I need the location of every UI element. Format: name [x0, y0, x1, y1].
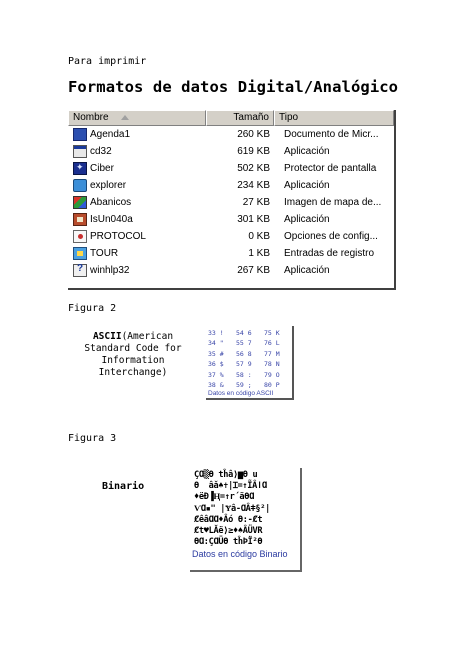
- file-row[interactable]: [68, 245, 394, 262]
- ascii-cell: 57 9: [236, 360, 252, 369]
- file-row[interactable]: [68, 177, 394, 194]
- ascii-term: ASCII: [92, 331, 122, 342]
- binary-line: ѴⱭ▪" |Ɏâ-ⱭÂǂ§²|: [194, 503, 270, 514]
- ascii-cell: 38 &: [208, 381, 224, 390]
- file-type: Protector de pantalla: [284, 163, 377, 174]
- ascii-cell: 54 6: [236, 329, 252, 337]
- file-type: Aplicación: [284, 214, 330, 225]
- installer-icon: [73, 213, 87, 226]
- file-size: 1 KB: [248, 248, 270, 259]
- ascii-cell: 79 O: [264, 370, 280, 379]
- file-type: Opciones de config...: [284, 231, 378, 242]
- file-name-cell: [68, 230, 206, 243]
- file-name-cell: [68, 179, 206, 192]
- ascii-row: [208, 380, 292, 390]
- file-type: Aplicación: [284, 265, 330, 276]
- column-header-type-label: Tipo: [279, 112, 299, 123]
- file-size: 234 KB: [237, 180, 270, 191]
- ascii-cell: 80 P: [264, 381, 280, 390]
- file-size: 260 KB: [237, 129, 270, 140]
- file-type: Aplicación: [284, 146, 330, 157]
- binary-label: Binario: [102, 481, 145, 492]
- file-row[interactable]: [68, 194, 394, 211]
- bitmap-icon: [73, 196, 87, 209]
- screensaver-icon: [73, 162, 87, 175]
- column-header-name-label: Nombre: [73, 112, 109, 123]
- file-name: Agenda1: [90, 129, 131, 140]
- ascii-row: [208, 370, 292, 380]
- binary-line: ÇⱭ▒Ɵ tĥâ⟩▆Ɵ u: [194, 470, 258, 480]
- binary-line: ƟⱭ:ÇⱭÜƟ tĥÞÏ²Ɵ: [194, 537, 263, 548]
- ascii-cell: 34 ": [208, 339, 224, 348]
- file-row[interactable]: [68, 228, 394, 245]
- binary-line: Ȼt♥LĂë⟩≥♦♠ÂÜVR: [194, 526, 263, 537]
- file-rows: [68, 126, 394, 279]
- figure-2-label: Figura 2: [68, 303, 117, 314]
- file-list-screenshot: [68, 110, 396, 290]
- file-type: Imagen de mapa de...: [284, 197, 382, 208]
- ascii-table: [208, 328, 292, 390]
- sort-ascending-icon: [121, 115, 129, 120]
- file-row[interactable]: [68, 262, 394, 279]
- file-size: 619 KB: [237, 146, 270, 157]
- file-type: Documento de Micr...: [284, 129, 379, 140]
- file-name: Ciber: [90, 163, 114, 174]
- file-name: Abanicos: [90, 197, 132, 208]
- ascii-cell: 75 K: [264, 329, 280, 337]
- file-name: winhlp32: [90, 265, 130, 276]
- ascii-row: [208, 359, 292, 369]
- column-header-name[interactable]: [68, 110, 206, 126]
- column-header-size-label: Tamaño: [233, 112, 269, 123]
- binary-lines: [190, 470, 300, 548]
- file-name: PROTOCOL: [90, 231, 146, 242]
- file-list-header: [68, 110, 394, 126]
- file-size: 0 KB: [248, 231, 270, 242]
- ascii-row: [208, 349, 292, 359]
- binary-line: ♦ëĐ▐Ⱨ=↑r´ãƟⱭ: [194, 492, 254, 503]
- ascii-cell: 36 $: [208, 360, 224, 369]
- file-name: explorer: [90, 180, 127, 191]
- file-name-cell: [68, 128, 206, 141]
- ascii-description: [68, 331, 198, 379]
- file-size: 301 KB: [237, 214, 270, 225]
- registry-icon: [73, 247, 87, 260]
- ascii-cell: 76 L: [264, 339, 280, 348]
- figure-3-label: Figura 3: [68, 433, 117, 444]
- binary-data-image: [190, 468, 302, 572]
- application-icon: [73, 145, 87, 158]
- help-icon: [73, 264, 87, 277]
- file-size: 267 KB: [237, 265, 270, 276]
- file-name-cell: [68, 145, 206, 158]
- file-name-cell: [68, 196, 206, 209]
- ascii-cell: 56 8: [236, 349, 252, 358]
- file-size: 27 KB: [242, 197, 270, 208]
- explorer-icon: [73, 179, 87, 192]
- file-row[interactable]: [68, 160, 394, 177]
- ascii-cell: 58 :: [236, 370, 252, 379]
- file-name-cell: [68, 264, 206, 277]
- file-name: cd32: [90, 146, 112, 157]
- print-label: Para imprimir: [68, 56, 147, 67]
- ascii-cell: 59 ;: [236, 381, 252, 390]
- file-row[interactable]: [68, 211, 394, 228]
- ascii-row: [208, 338, 292, 348]
- document-icon: [73, 128, 87, 141]
- file-size: 502 KB: [237, 163, 270, 174]
- ascii-cell: 77 M: [264, 349, 280, 358]
- ascii-caption: Datos en código ASCII: [208, 390, 274, 398]
- file-name: IsUn040a: [90, 214, 133, 225]
- file-row[interactable]: [68, 126, 394, 143]
- binary-line: ȻêâⱭⱭ♦Âó Ɵ:-Ȼt: [194, 514, 263, 525]
- binary-line: Ɵ âǎ♠✝|Ɪ=↑ĨÂǀⱭ: [194, 481, 267, 492]
- column-header-type[interactable]: [274, 110, 394, 126]
- ascii-expansion: (American Standard Code for Information Interchange): [84, 331, 182, 378]
- ascii-cell: 37 %: [208, 370, 224, 379]
- ascii-cell: 55 7: [236, 339, 252, 348]
- file-name-cell: [68, 213, 206, 226]
- page-title: Formatos de datos Digital/Analógico: [68, 78, 399, 96]
- file-name-cell: [68, 247, 206, 260]
- binary-caption: Datos en código Binario: [192, 549, 288, 560]
- ascii-row: [208, 328, 292, 338]
- ascii-table-image: [206, 326, 294, 400]
- file-row[interactable]: [68, 143, 394, 160]
- file-type: Aplicación: [284, 180, 330, 191]
- ascii-cell: 33 !: [208, 329, 224, 337]
- file-type: Entradas de registro: [284, 248, 375, 259]
- ascii-cell: 78 N: [264, 360, 280, 369]
- ascii-cell: 35 #: [208, 349, 224, 358]
- file-name-cell: [68, 162, 206, 175]
- column-header-size[interactable]: [206, 110, 274, 126]
- config-icon: [73, 230, 87, 243]
- file-name: TOUR: [90, 248, 119, 259]
